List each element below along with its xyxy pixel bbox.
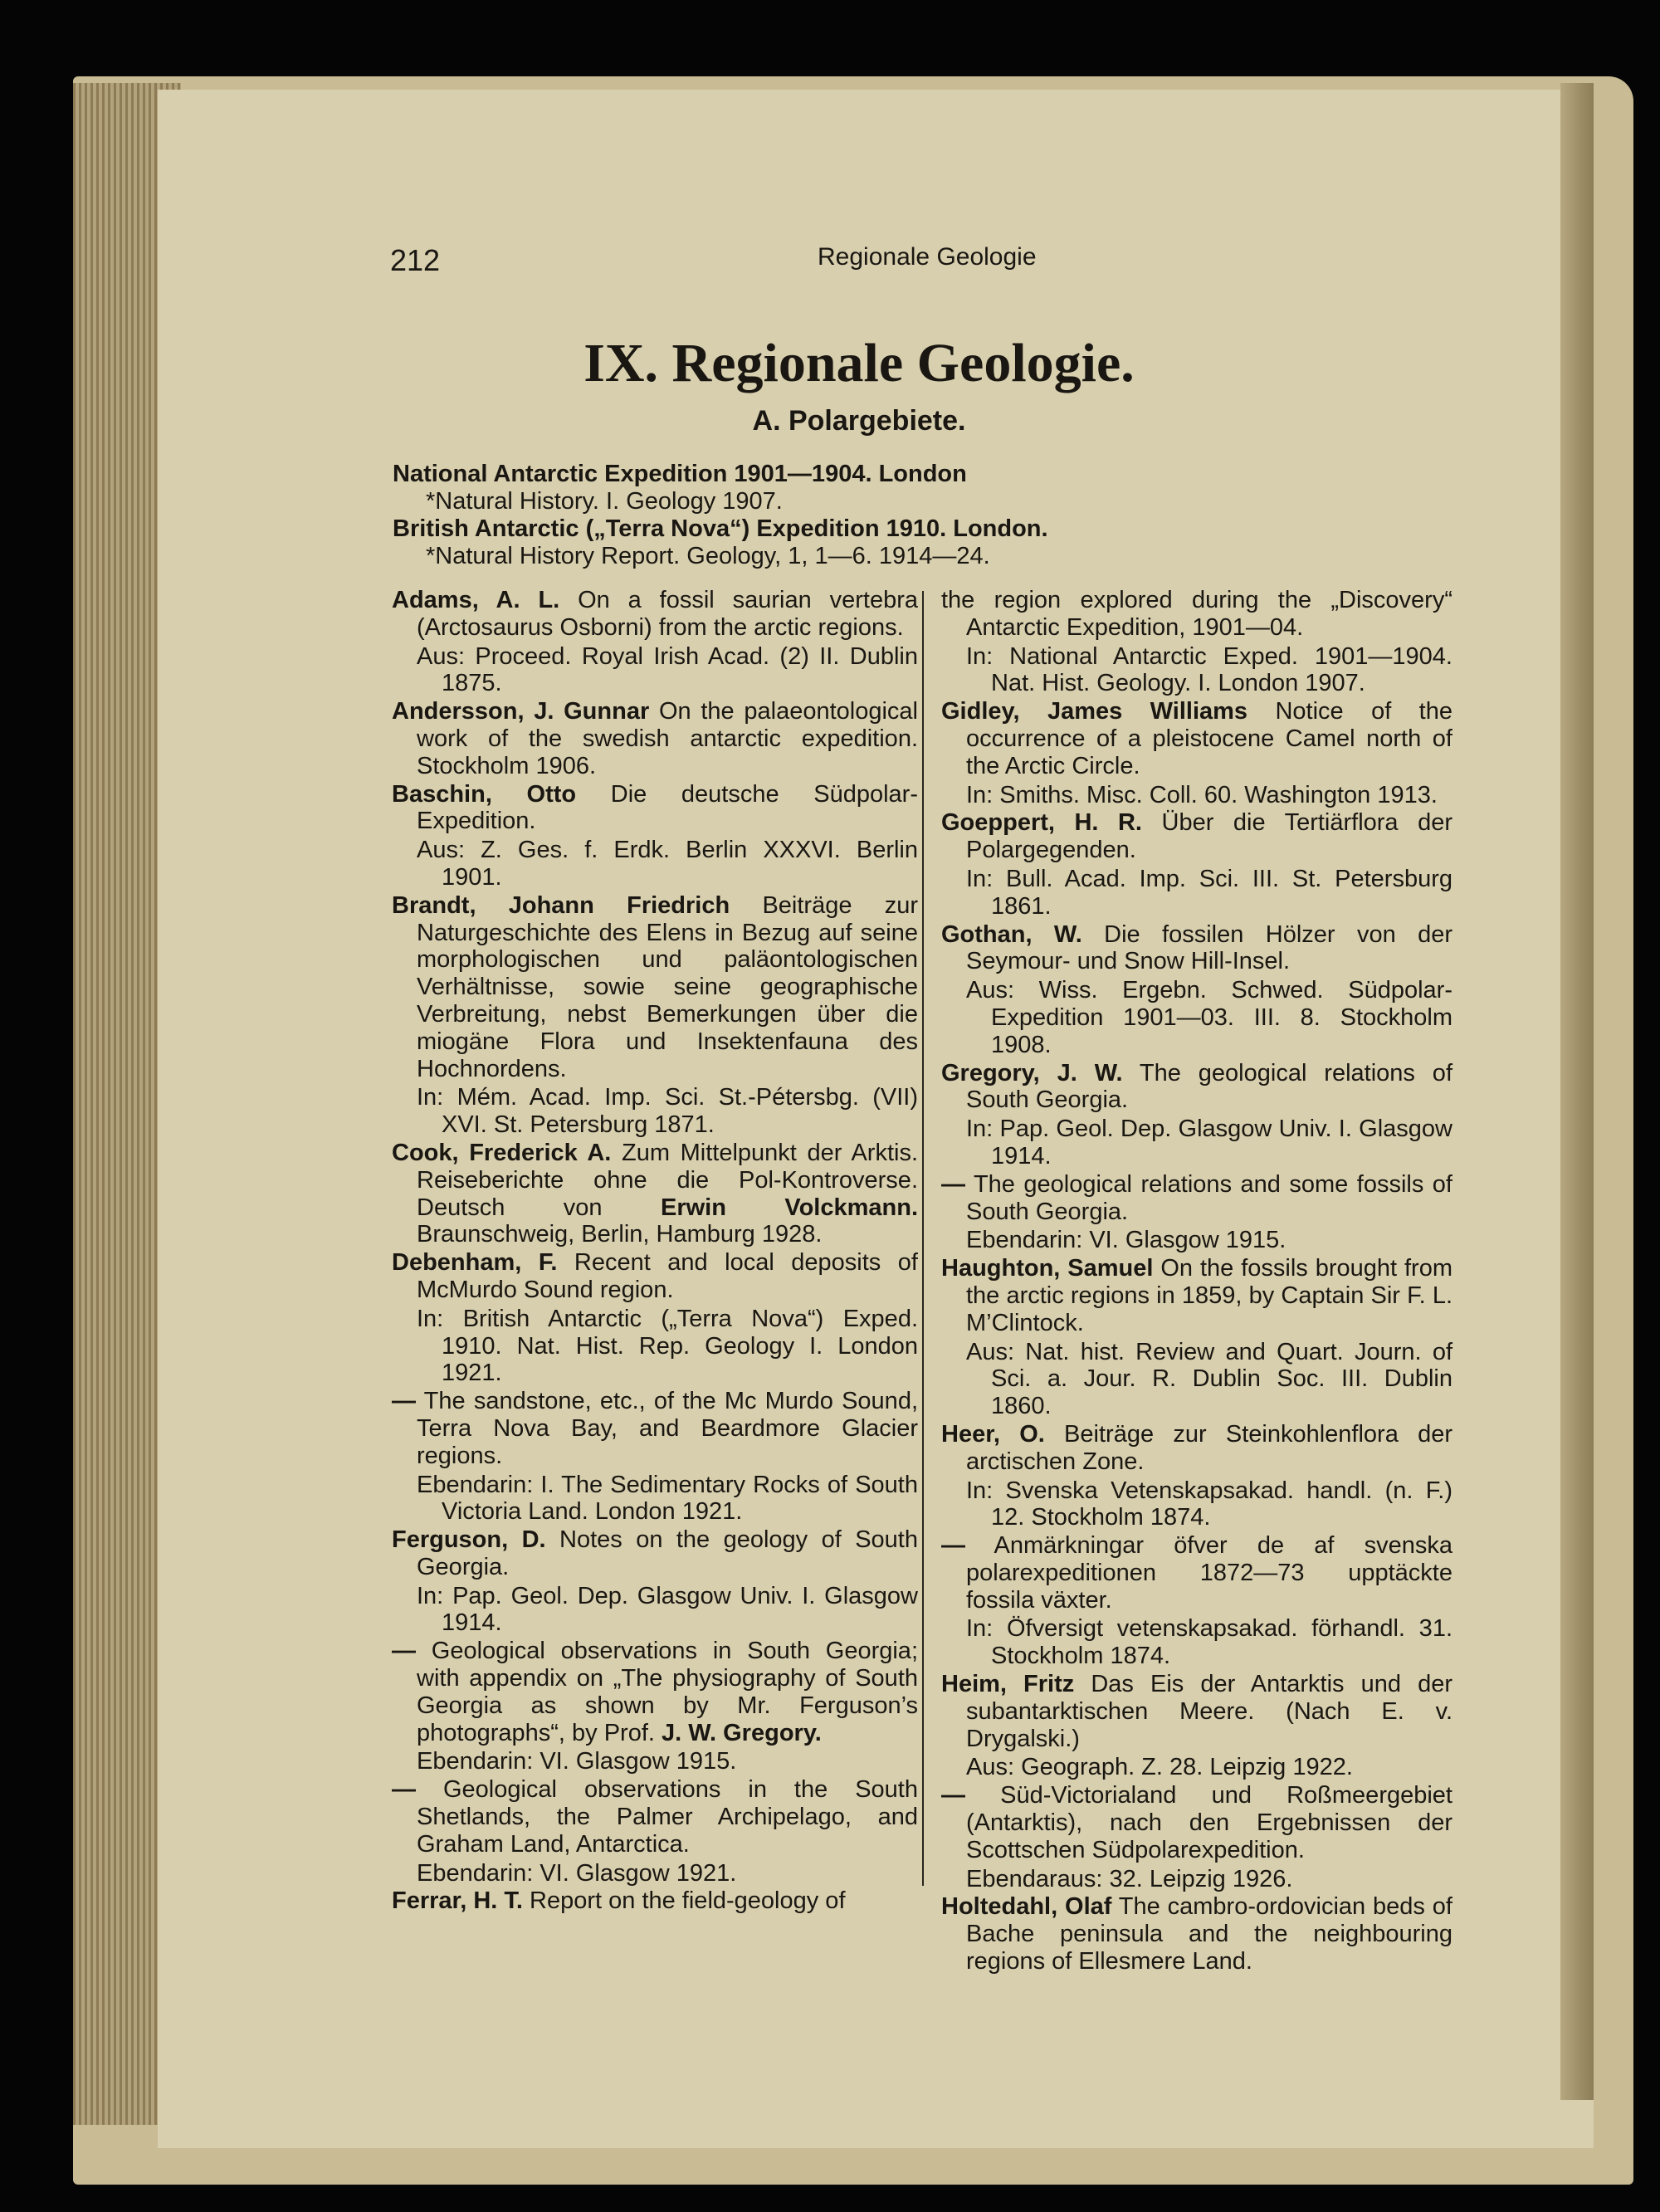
entry-title: Über die Tertiärflora der Polargegenden. xyxy=(966,809,1452,864)
entry-text xyxy=(941,921,1452,976)
entry-author: — xyxy=(941,1782,965,1809)
entry-title: Notes on the geology of South Georgia. xyxy=(417,1526,918,1580)
bibliography-entry xyxy=(392,587,918,697)
entry-title: Geological observations in the South Shetlands, the Palmer Archipelago, and Graham Land, Antarctica. xyxy=(416,1776,918,1858)
entry-author: — xyxy=(392,1776,416,1804)
bibliography-entry xyxy=(392,698,918,779)
entry-source: Aus: Nat. hist. Review and Quart. Journ. of Sci. a. Jour. R. Dublin Soc. III. Dublin 1860. xyxy=(966,1338,1452,1420)
chapter-title: IX. Regionale Geologie. xyxy=(583,333,1135,393)
entry-text xyxy=(941,1782,1452,1863)
entry-title: Anmärkningar öfver de af svenska polarexpeditionen 1872—73 upptäckte fossila växter. xyxy=(965,1532,1452,1614)
entry-author: Gothan, W. xyxy=(941,920,1082,948)
entry-title: Geological observations in South Georgia; with appendix on „The physiography of South Georgia as shown by Mr. Ferguson’s photographs“, by Prof. xyxy=(416,1638,918,1746)
entry-source: In: Mém. Acad. Imp. Sci. St.-Pétersbg. (VII) XVI. St. Petersburg 1871. xyxy=(417,1084,918,1139)
intro-title: National Antarctic Expedition 1901—1904. London xyxy=(393,461,967,487)
bibliography-entry xyxy=(941,1171,1452,1254)
entry-author: Holtedahl, Olaf xyxy=(941,1893,1112,1921)
bibliography-entry xyxy=(941,1782,1452,1892)
entry-source: In: Pap. Geol. Dep. Glasgow Univ. I. Glasgow 1914. xyxy=(417,1582,918,1637)
bibliography-entry xyxy=(941,1893,1452,1975)
bibliography-entry xyxy=(392,1388,918,1526)
entry-author: — xyxy=(392,1638,416,1665)
entry-text xyxy=(392,892,918,1083)
intro-title: British Antarctic („Terra Nova“) Expedition 1910. London. xyxy=(393,515,1048,542)
entry-text xyxy=(941,1893,1452,1975)
entry-author: — xyxy=(941,1170,965,1198)
entry-title: the region explored during the „Discovery“ Antarctic Expedition, 1901—04. xyxy=(941,587,1452,641)
entry-text xyxy=(941,1671,1452,1752)
entry-author: Goeppert, H. R. xyxy=(941,809,1142,837)
entry-title: Das Eis der Antarktis und der subantarktischen Meere. (Nach E. v. Drygalski.) xyxy=(966,1671,1452,1752)
bibliography-entry xyxy=(392,1140,918,1248)
entry-text xyxy=(392,1140,918,1248)
column-divider xyxy=(922,591,924,1886)
entry-source: In: Smiths. Misc. Coll. 60. Washington 1913. xyxy=(966,781,1438,808)
entry-source: In: National Antarctic Exped. 1901—1904. Nat. Hist. Geology. I. London 1907. xyxy=(966,642,1452,697)
bibliography-entry xyxy=(941,1671,1452,1781)
entry-text xyxy=(941,698,1452,779)
entry-author: Haughton, Samuel xyxy=(941,1255,1154,1282)
entry-title: On the fossils brought from the arctic regions in 1859, by Captain Sir F. L. M’Clintock. xyxy=(966,1255,1453,1336)
entry-title: Beiträge zur Naturgeschichte des Elens in Bezug auf seine morphologischen und paläontologischen Verhältnisse, sowie seine geographische Verbreitung, nebst Bemerkungen über die miogäne Flora und Insektenfauna des Hochnordens. xyxy=(417,891,918,1082)
entry-author: Gidley, James Williams xyxy=(941,698,1248,725)
entry-author: Ferrar, H. T. xyxy=(392,1887,523,1915)
entry-text xyxy=(392,1638,918,1746)
entry-text xyxy=(392,587,918,642)
bibliography-entry xyxy=(392,892,918,1139)
entry-source: In: Pap. Geol. Dep. Glasgow Univ. I. Glasgow 1914. xyxy=(966,1116,1452,1169)
entry-text xyxy=(392,1887,918,1915)
entry-author: — xyxy=(941,1532,965,1560)
entry-title: Beiträge zur Steinkohlenflora der arctischen Zone. xyxy=(966,1420,1452,1475)
entry-title: Notice of the occurrence of a pleistocene Camel north of the Arctic Circle. xyxy=(966,698,1452,779)
bibliography-entry xyxy=(392,1776,918,1887)
entry-source: Ebendarin: VI. Glasgow 1921. xyxy=(417,1859,737,1887)
entry-text xyxy=(941,809,1452,864)
entry-title: Die fossilen Hölzer von der Seymour- und Snow Hill-Insel. xyxy=(966,920,1452,975)
bibliography-entry xyxy=(941,698,1452,808)
entry-title: Recent and local deposits of McMurdo Sound region. xyxy=(417,1249,918,1303)
entry-title: On the palaeontological work of the swedish antarctic expedition. Stockholm 1906. xyxy=(417,698,918,779)
bibliography-entry xyxy=(941,1532,1452,1670)
bibliography-entry xyxy=(941,921,1452,1059)
entry-source: In: British Antarctic („Terra Nova“) Exped. 1910. Nat. Hist. Rep. Geology I. London 1921. xyxy=(417,1305,918,1387)
left-column xyxy=(392,587,918,1916)
entry-title: The sandstone, etc., of the Mc Murdo Sound, Terra Nova Bay, and Beardmore Glacier regions. xyxy=(416,1388,918,1469)
entry-source: In: Öfversigt vetenskapsakad. förhandl. 31. Stockholm 1874. xyxy=(966,1615,1452,1670)
entry-title: Die deutsche Südpolar-Expedition. xyxy=(417,780,918,835)
entry-source: Aus: Proceed. Royal Irish Acad. (2) II. Dublin 1875. xyxy=(417,642,918,697)
entry-editor: Erwin Volckmann. xyxy=(661,1194,918,1221)
entry-author: Adams, A. L. xyxy=(392,587,560,613)
entry-title: The geological relations of South Georgia. xyxy=(966,1059,1452,1114)
entry-source: Aus: Wiss. Ergebn. Schwed. Südpolar-Expedition 1901—03. III. 8. Stockholm 1908. xyxy=(966,977,1452,1058)
bibliography-entry xyxy=(392,1526,918,1637)
entry-text xyxy=(941,1255,1452,1336)
entry-text xyxy=(392,1776,918,1858)
intro-references xyxy=(393,461,1472,570)
entry-author: Brandt, Johann Friedrich xyxy=(392,891,730,919)
entry-source: In: Svenska Vetenskapsakad. handl. (n. F.) 12. Stockholm 1874. xyxy=(966,1477,1452,1531)
entry-title: Süd-Victorialand und Roßmeergebiet (Antarktis), nach den Ergebnissen der Scottschen Südpolarexpedition. xyxy=(965,1782,1452,1863)
entry-author: Cook, Frederick A. xyxy=(392,1139,612,1166)
entry-text xyxy=(941,1532,1452,1614)
bibliography-entry xyxy=(941,587,1452,697)
bibliography-entry xyxy=(941,1421,1452,1531)
entry-author: Gregory, J. W. xyxy=(941,1059,1123,1086)
entry-author: — xyxy=(392,1388,416,1415)
intro-sub: *Natural History Report. Geology, 1, 1—6. 1914—24. xyxy=(426,543,990,569)
entry-text xyxy=(392,1388,918,1469)
bibliography-entry xyxy=(941,809,1452,920)
bibliography-entry xyxy=(392,781,918,891)
entry-text xyxy=(392,698,918,779)
entry-source: Ebendarin: I. The Sedimentary Rocks of South Victoria Land. London 1921. xyxy=(417,1471,918,1526)
bibliography-entry xyxy=(941,1255,1452,1420)
entry-editor: J. W. Gregory. xyxy=(662,1719,822,1746)
entry-source: Aus: Z. Ges. f. Erdk. Berlin XXXVI. Berlin 1901. xyxy=(417,837,918,891)
entry-author: Baschin, Otto xyxy=(392,780,577,808)
entry-source: Aus: Geograph. Z. 28. Leipzig 1922. xyxy=(966,1754,1353,1781)
entry-text xyxy=(392,781,918,836)
section-title: A. Polargebiete. xyxy=(752,405,966,437)
entry-title: On a fossil saurian vertebra (Arctosaurus Osborni) from the arctic regions. xyxy=(417,587,918,641)
entry-title-cont: Braunschweig, Berlin, Hamburg 1928. xyxy=(417,1221,823,1248)
intro-sub: *Natural History. I. Geology 1907. xyxy=(426,488,783,515)
entry-author: Debenham, F. xyxy=(392,1249,558,1277)
entry-text xyxy=(941,1421,1452,1476)
entry-source: Ebendarin: VI. Glasgow 1915. xyxy=(966,1227,1286,1254)
entry-title: Zum Mittelpunkt der Arktis. Reiseberichte ohne die Pol-Kontroverse. Deutsch von xyxy=(417,1139,919,1221)
entry-text xyxy=(941,1171,1452,1226)
entry-text xyxy=(941,1060,1452,1115)
entry-author: Ferguson, D. xyxy=(392,1526,546,1554)
bibliography-entry xyxy=(392,1887,918,1915)
entry-title: The cambro-ordovician beds of Bache peninsula and the neighbouring regions of Ellesmere Land. xyxy=(966,1893,1452,1975)
entry-title: The geological relations and some fossils of South Georgia. xyxy=(965,1170,1452,1225)
entry-source: Ebendarin: VI. Glasgow 1915. xyxy=(417,1748,737,1775)
entry-author: Heer, O. xyxy=(941,1420,1045,1448)
entry-title: Report on the field-geology of xyxy=(522,1887,846,1915)
entry-author: Andersson, J. Gunnar xyxy=(392,698,650,725)
entry-text xyxy=(392,1249,918,1304)
running-header: Regionale Geologie xyxy=(818,243,1037,271)
entry-source: Ebendaraus: 32. Leipzig 1926. xyxy=(966,1865,1293,1892)
entry-source: In: Bull. Acad. Imp. Sci. III. St. Petersburg 1861. xyxy=(966,865,1452,920)
right-column xyxy=(941,587,1452,1976)
bibliography-entry xyxy=(392,1638,918,1775)
bibliography-entry xyxy=(392,1249,918,1387)
entry-text xyxy=(941,587,1452,642)
page-number: 212 xyxy=(390,243,441,277)
entry-text xyxy=(392,1526,918,1581)
entry-author: Heim, Fritz xyxy=(941,1671,1075,1698)
bibliography-entry xyxy=(941,1060,1452,1170)
